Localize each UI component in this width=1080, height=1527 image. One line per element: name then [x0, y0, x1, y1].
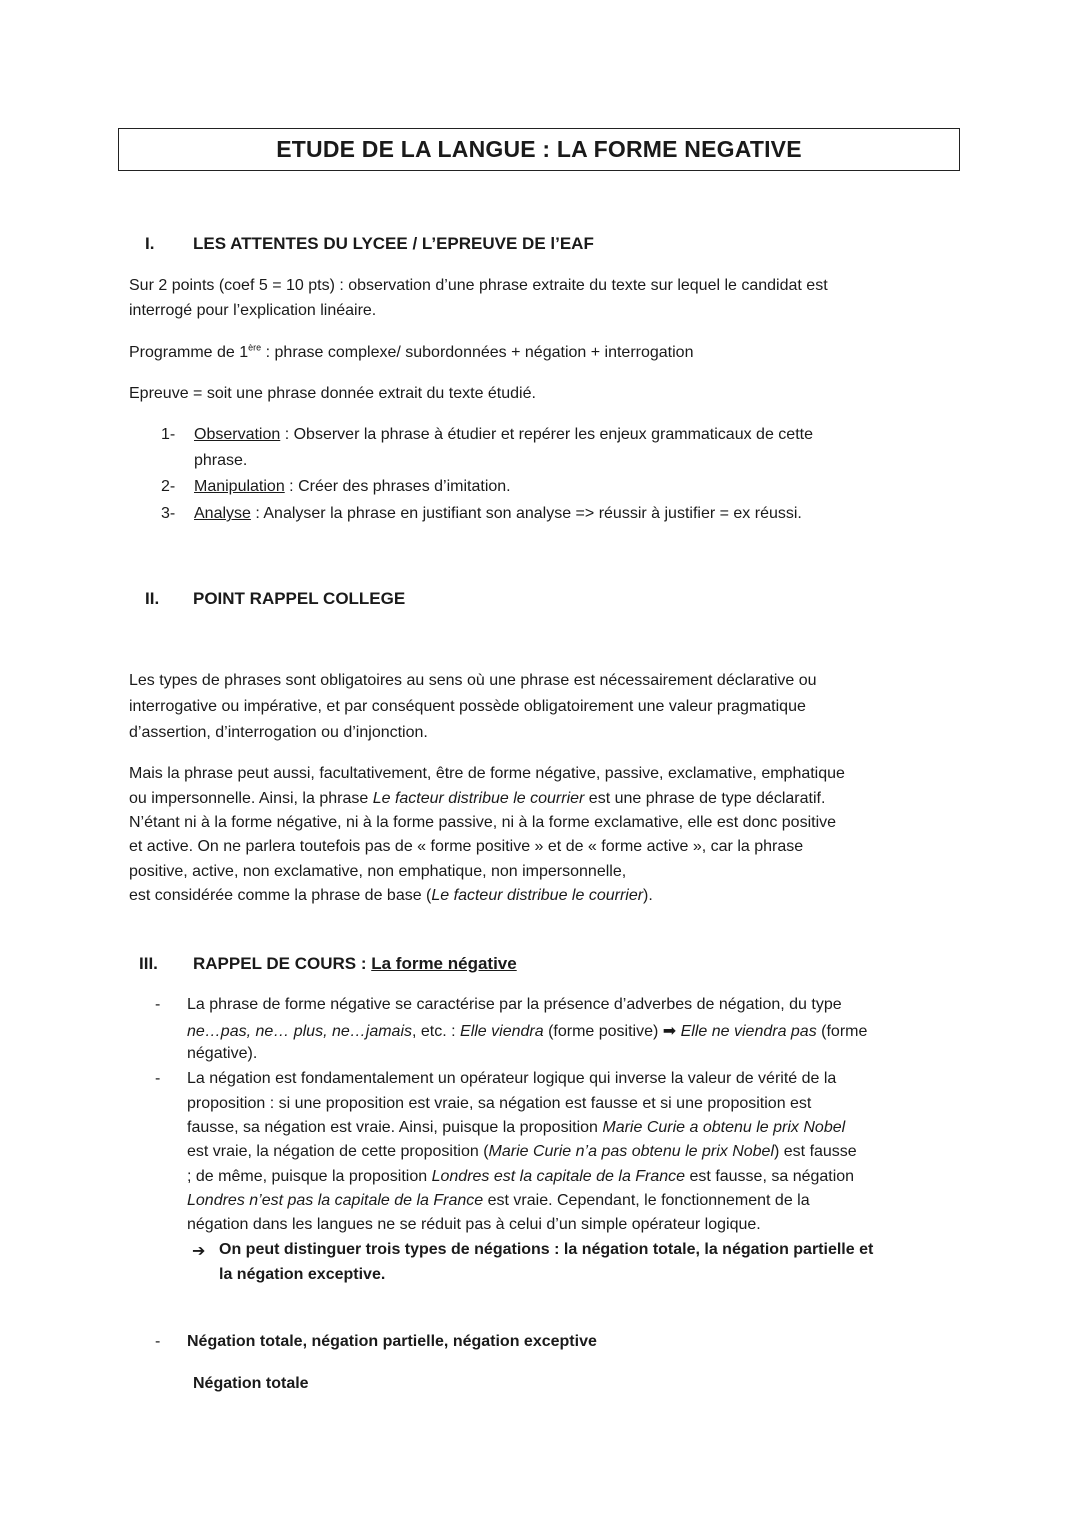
bullet-2-line: La négation est fondamentalement un opérateur logique qui inverse la valeur de vérité de la	[187, 1070, 837, 1087]
bullet-2-line: proposition : si une proposition est vraie, sa négation est fausse et si une proposition est	[187, 1095, 812, 1112]
s1-paragraph-1-line-1: Sur 2 points (coef 5 = 10 pts) : observation d’une phrase extraite du texte sur lequel le candidat est	[129, 277, 828, 294]
arrow-right-icon: ➔	[192, 1243, 206, 1260]
bullet-2-line: ; de même, puisque la proposition Londres est la capitale de la France est fausse, sa négation	[187, 1168, 855, 1185]
section-1-number: I.	[145, 234, 155, 253]
list-item: Analyse : Analyser la phrase en justifiant son analyse => réussir à justifier = ex réussi.	[194, 505, 802, 522]
section-3-number: III.	[139, 954, 158, 973]
s2-paragraph-2-line: Mais la phrase peut aussi, facultativement, être de forme négative, passive, exclamative, emphatique	[129, 765, 845, 782]
section-1-heading: LES ATTENTES DU LYCEE / L’EPREUVE DE l’EAF	[193, 234, 594, 253]
bullet-2-line: fausse, sa négation est vraie. Ainsi, puisque la proposition Marie Curie a obtenu le prix Nobel	[187, 1119, 846, 1136]
s2-paragraph-2-line: ou impersonnelle. Ainsi, la phrase Le facteur distribue le courrier est une phrase de type déclaratif.	[129, 790, 826, 807]
bullet-3-heading: Négation totale, négation partielle, négation exceptive	[187, 1333, 597, 1350]
bullet-2-line: négation dans les langues ne se réduit pas à celui d’un simple opérateur logique.	[187, 1216, 761, 1233]
bullet-1-line: ne…pas, ne… plus, ne…jamais, etc. : Elle viendra (forme positive) ➡ Elle ne viendra pas (forme	[187, 1023, 868, 1040]
list-item-number: 1-	[161, 426, 176, 443]
bullet-dash: -	[155, 996, 161, 1013]
section-2-heading: POINT RAPPEL COLLEGE	[193, 589, 406, 608]
section-3-heading: RAPPEL DE COURS : La forme négative	[193, 954, 517, 973]
s2-paragraph-2-line: et active. On ne parlera toutefois pas de « forme positive » et de « forme active », car la phrase	[129, 838, 804, 855]
bullet-1-line: négative).	[187, 1045, 258, 1062]
s1-paragraph-3: Epreuve = soit une phrase donnée extrait du texte étudié.	[129, 385, 536, 402]
s2-paragraph-2-line: est considérée comme la phrase de base (Le facteur distribue le courrier).	[129, 887, 653, 904]
page-title: ETUDE DE LA LANGUE : LA FORME NEGATIVE	[118, 128, 960, 171]
list-item-number: 3-	[161, 505, 176, 522]
bullet-1-line: La phrase de forme négative se caractérise par la présence d’adverbes de négation, du type	[187, 996, 842, 1013]
bullet-dash: -	[155, 1333, 161, 1350]
conclusion-line: On peut distinguer trois types de négations : la négation totale, la négation partielle et	[219, 1241, 874, 1258]
s2-paragraph-1-line: d’assertion, d’interrogation ou d’injonction.	[129, 724, 428, 741]
list-item: Manipulation : Créer des phrases d’imitation.	[194, 478, 511, 495]
s2-paragraph-1-line: Les types de phrases sont obligatoires au sens où une phrase est nécessairement déclarative ou	[129, 672, 817, 689]
s2-paragraph-1-line: interrogative ou impérative, et par conséquent possède obligatoirement une valeur pragmatique	[129, 698, 806, 715]
s2-paragraph-2-line: N’étant ni à la forme négative, ni à la forme passive, ni à la forme exclamative, elle est donc positive	[129, 814, 837, 831]
subheading-negation-totale: Négation totale	[193, 1375, 309, 1392]
s1-paragraph-1-line-2: interrogé pour l’explication linéaire.	[129, 302, 377, 319]
conclusion-line: la négation exceptive.	[219, 1266, 386, 1283]
arrow-right-icon: ➡	[662, 1023, 677, 1040]
section-2-number: II.	[145, 589, 160, 608]
list-item: Observation : Observer la phrase à étudier et repérer les enjeux grammaticaux de cette	[194, 426, 813, 443]
bullet-2-line: est vraie, la négation de cette proposition (Marie Curie n’a pas obtenu le prix Nobel) est fausse	[187, 1143, 857, 1160]
list-item-continuation: phrase.	[194, 452, 248, 469]
bullet-dash: -	[155, 1070, 161, 1087]
list-item-number: 2-	[161, 478, 176, 495]
s2-paragraph-2-line: positive, active, non exclamative, non emphatique, non impersonnelle,	[129, 863, 627, 880]
s1-paragraph-2: Programme de 1ère : phrase complexe/ subordonnées + négation + interrogation	[129, 342, 694, 361]
bullet-2-line: Londres n’est pas la capitale de la France est vraie. Cependant, le fonctionnement de la	[187, 1192, 810, 1209]
